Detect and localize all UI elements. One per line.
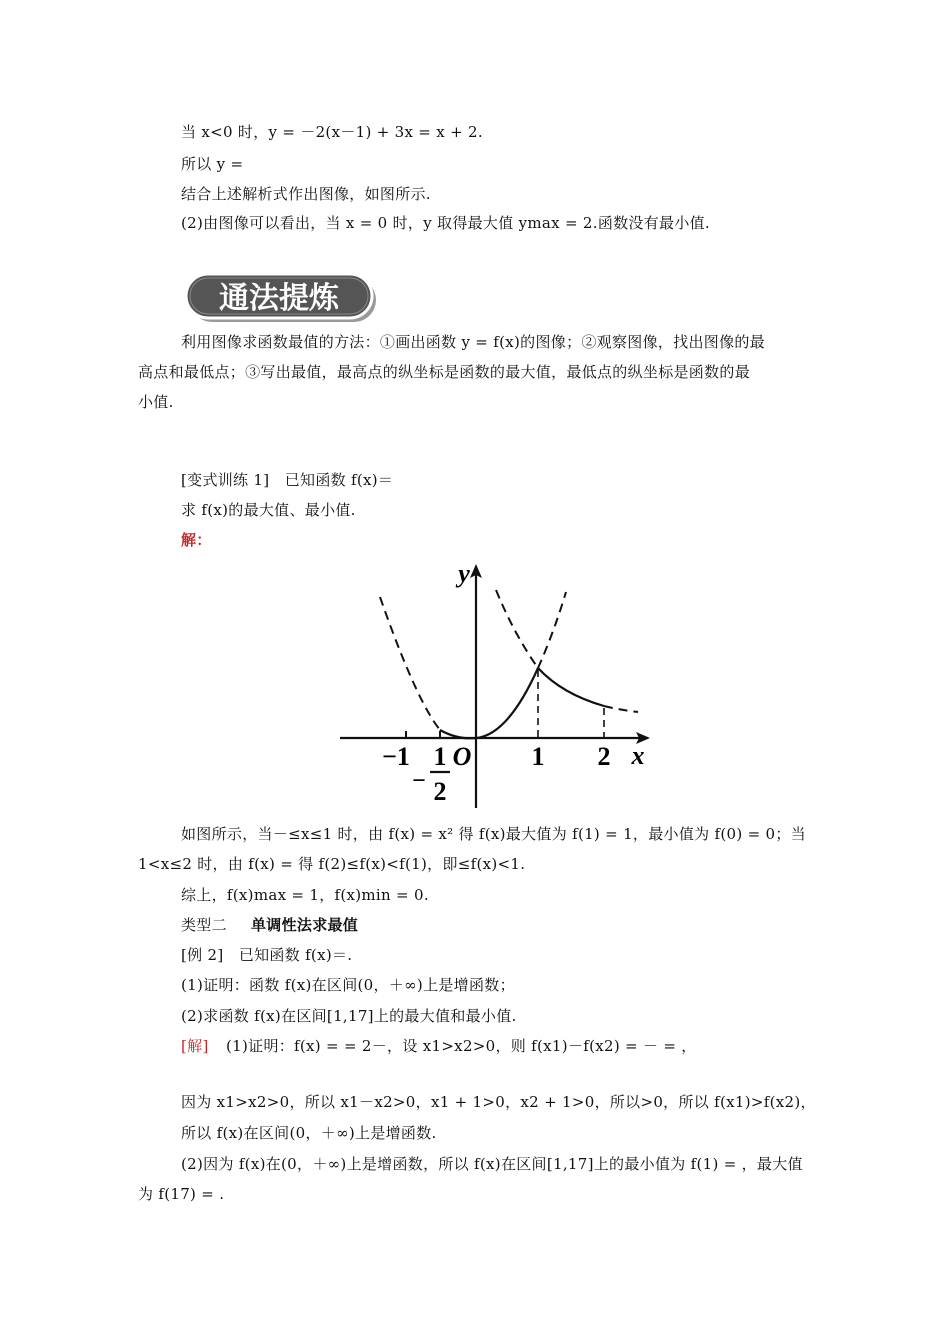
example-heading: [例 2] 已知函数 f(x)＝. (181, 946, 353, 964)
solution-line: 因为 x1>x2>0，所以 x1－x2>0，x1 + 1>0，x2 + 1>0，所以>0，所以 f(x1)>f(x2)， (181, 1093, 816, 1111)
solution-line: 综上，f(x)max = 1，f(x)min = 0. (181, 886, 429, 904)
origin-label: O (452, 742, 472, 771)
solution-tag: [解] (181, 1037, 209, 1055)
type-label: 类型二 (181, 916, 227, 934)
solution-line: (1)证明：f(x) = = 2－，设 x1>x2>0，则 f(x1)－f(x2) = － = ， (226, 1037, 697, 1055)
example-part: (2)求函数 f(x)在区间[1,17]上的最大值和最小值. (181, 1007, 517, 1025)
paragraph-line: 利用图像求函数最值的方法：①画出函数 y = f(x)的图像；②观察图像，找出图像的最 (181, 333, 765, 351)
solid-parabola-segment (440, 668, 538, 738)
solution-line: 为 f(17) = . (138, 1185, 225, 1203)
type-title: 单调性法求最值 (251, 916, 359, 934)
solution-line: (2)因为 f(x)在(0，＋∞)上是增函数，所以 f(x)在区间[1,17]上的最小值为 f(1) = ，最大值 (181, 1155, 803, 1173)
x-axis-label: x (631, 741, 645, 770)
text-line: 所以 y = (181, 155, 244, 173)
tick-label-half-sign: − (412, 768, 426, 794)
dashed-reciprocal-left (496, 590, 538, 668)
example-part: (1)证明：函数 f(x)在区间(0，＋∞)上是增函数； (181, 976, 515, 994)
text-line: 当 x<0 时，y = －2(x－1) + 3x = x + 2. (181, 123, 483, 141)
function-graph (336, 560, 656, 810)
paragraph-line: 小值. (138, 393, 174, 411)
dashed-parabola-right (538, 592, 566, 668)
y-axis-label: y (458, 560, 470, 588)
tick-label-half-numerator: 1 (433, 742, 447, 771)
tick-label-neg1: −1 (382, 742, 410, 771)
text-line: (2)由图像可以看出，当 x = 0 时，y 取得最大值 ymax = 2.函数没有最小值. (181, 214, 710, 232)
paragraph-line: 高点和最低点；③写出最值，最高点的纵坐标是函数的最大值，最低点的纵坐标是函数的最 (138, 363, 751, 381)
solution-line: 如图所示，当－≤x≤1 时，由 f(x) = x² 得 f(x)最大值为 f(1) = 1，最小值为 f(0) = 0；当 (181, 825, 806, 843)
dashed-reciprocal-right (604, 706, 638, 712)
solid-reciprocal-segment (538, 668, 604, 706)
solution-line: 所以 f(x)在区间(0，＋∞)上是增函数. (181, 1124, 437, 1142)
solution-label: 解： (181, 531, 212, 549)
solution-line: 1<x≤2 时，由 f(x) = 得 f(2)≤f(x)<f(1)，即≤f(x)<1. (138, 855, 526, 873)
dashed-parabola-left (380, 597, 440, 730)
tick-label-2: 2 (597, 742, 611, 771)
question-text: 求 f(x)的最大值、最小值. (181, 501, 356, 519)
tick-label-1: 1 (531, 742, 545, 771)
text-line: 结合上述解析式作出图像，如图所示. (181, 185, 431, 203)
variant-heading: [变式训练 1] 已知函数 f(x)＝ (181, 471, 394, 489)
section-banner (186, 272, 378, 324)
banner-title: 通法提炼 (219, 281, 339, 316)
tick-label-half-denominator: 2 (433, 777, 447, 806)
